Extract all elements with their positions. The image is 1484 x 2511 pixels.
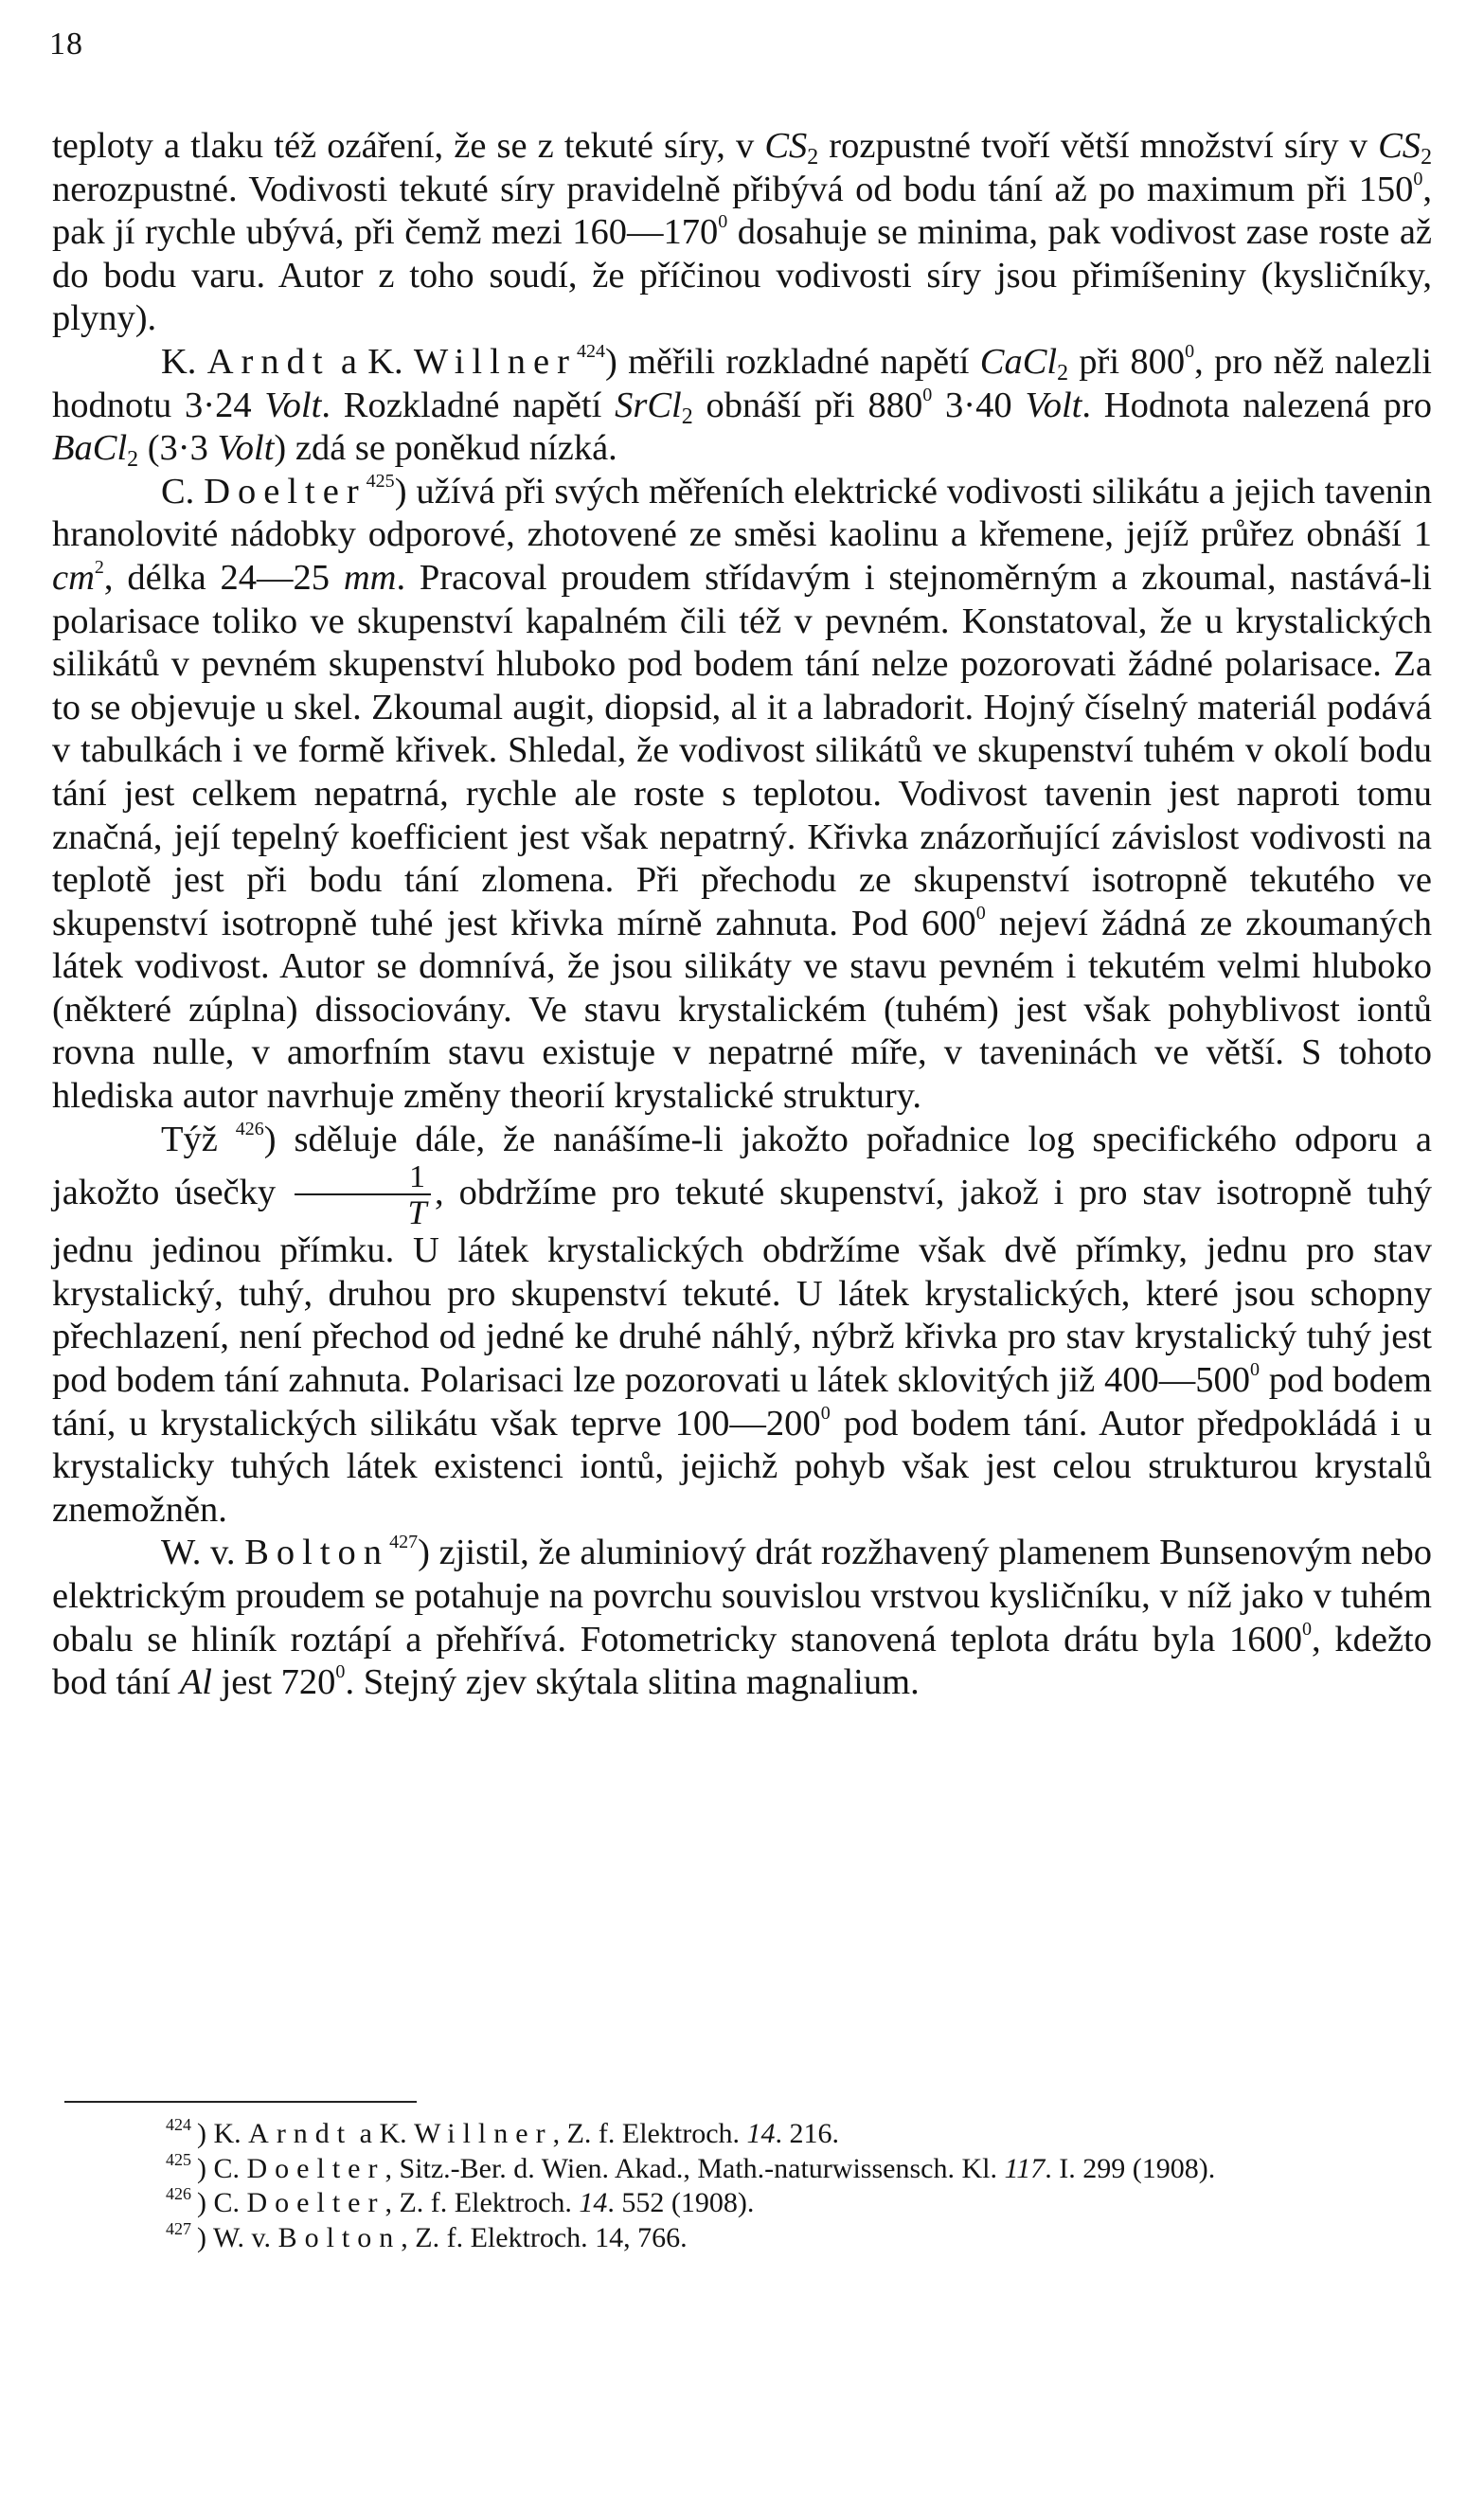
paragraph-sulfur-conductivity: teploty a tlaku též ozáření, že se z tekuté síry, v $CS_2$ rozpustné tvoří větší množství síry v $CS_2$ nerozpustné. Vodivosti tekuté síry pravidelně přibývá od bodu tání až po maximum při $150^0$, pak jí rychle ubývá, při čemž mezi $160—170^0$ dosahuje se minima, pak vodivost zase roste až do bodu varu. Autor z toho soudí, že příčinou vodivosti síry jsou přimíšeniny (kysličníky, plyny). bbox=[52, 126, 1433, 339]
author-name: Willner bbox=[413, 341, 577, 382]
footnote-425: $^{425}$ ) C. Doelter, Sitz.-Ber. d. Wien. Akad., Math.-naturwissensch. Kl. 117. I. 299 (1908). bbox=[166, 2149, 1216, 2184]
footnote-424: $^{424}$ ) K. Arndt a K. Willner, Z. f. Elektroch. 14. 216. bbox=[166, 2115, 840, 2149]
paragraph-doelter-log-resistance: Týž $^{426}$) sděluje dále, že nanášíme-li jakožto pořadnice log specifického odporu a jakožto úsečky $\frac{1}{T}$ , obdržíme pro tekuté skupenství, jakož i pro stav isotropně tuhý jednu jedinou přímku. U látek krystalických obdržíme však dvě přímky, jednu pro stav krystalický, tuhý, druhou pro skupenství tekuté. U látek krystalických, které jsou schopny přechlazení, není přechod od jedné ke druhé náhlý, nýbrž křivka pro stav krystalický tuhý jest pod bodem tání zahnuta. Polarisaci lze pozorovati u látek sklovitých již $400—500^0$ pod bodem tání, u krystalických silikátu však teprve $100—200^0$ pod bodem tání. Autor předpokládá i u krystalicky tuhých látek existenci iontů, jejichž pohyb však jest celou strukturou krystalů znemožněn. bbox=[52, 1118, 1432, 1530]
footnote-ref: 425 bbox=[366, 470, 395, 492]
footnote-ref: 426 bbox=[235, 1118, 264, 1139]
footnote-ref: 424 bbox=[576, 340, 605, 362]
page-number: 18 bbox=[49, 27, 83, 62]
main-text bbox=[52, 125, 1432, 1705]
author-name: Doelter bbox=[204, 471, 367, 511]
footnote-427: $^{427}$ ) W. v. Bolton, Z. f. Elektroch. 14, 766. bbox=[166, 2218, 688, 2253]
footnotes bbox=[52, 2117, 1432, 2255]
footnote-ref: 427 bbox=[389, 1532, 419, 1553]
author-name: Bolton bbox=[244, 1533, 390, 1573]
paragraph-bolton-aluminium: W. v. Bolton$^{427}$) zjistil, že aluminiový drát rozžhavený plamenem Bunsenovým nebo elektrickým proudem se potahuje na povrchu souvislou vrstvou kysličníku, v níž jako v tuhém obalu se hliník roztápí a přehřívá. Fotometricky stanovená teplota drátu byla 1600$^0$, kdežto bod tání Al jest $720^0$. Stejný zjev skýtala slitina magnalium. bbox=[52, 1532, 1433, 1703]
footnote-426: $^{426}$ ) C. Doelter, Z. f. Elektroch. 14. 552 (1908). bbox=[166, 2184, 755, 2218]
footnote-divider bbox=[64, 2101, 417, 2103]
fraction-one-over-t: $\frac{1}{T}$ bbox=[295, 1161, 431, 1229]
paragraph-doelter-silicates: C. Doelter$^{425}$) užívá při svých měřeních elektrické vodivosti silikátu a jejich tavenin hranolovité nádobky odporové, zhotovené ze směsi kaolinu a křemene, jejíž průřez obnáší 1 $cm^2$, délka 24—25 mm. Pracoval proudem střídavým i stejnoměrným a zkoumal, nastává-li polarisace toliko ve skupenství kapalném čili též v pevném. Konstatoval, že u krystalických silikátů v pevném skupenství hluboko pod bodem tání nelze pozorovati žádné polarisace. Za to se objevuje u skel. Zkoumal augit, diopsid, al it a labradorit. Hojný číselný materiál podává v tabulkách i ve formě křivek. Shledal, že vodivost silikátů ve skupenství tuhém v okolí bodu tání jest celkem nepatrná, rychle ale roste s teplotou. Vodivost tavenin jest naproti tomu značná, její tepelný koefficient jest však nepatrný. Křivka znázorňující závislost vodivosti na teplotě jest při bodu tání zlomena. Při přechodu ze skupenství isotropně tekutého ve skupenství isotropně tuhé jest křivka mírně zahnuta. Pod $600^0$ nejeví žádná ze zkoumaných látek vodivost. Autor se domnívá, že jsou silikáty ve stavu pevném i tekutém velmi hluboko (některé zúplna) dissociovány. Ve stavu krystalickém (tuhém) jest však pohyblivost iontů rovna nulle, v amorfním stavu existuje v nepatrné míře, v taveninách ve větší. S tohoto hlediska autor navrhuje změny theorií krystalické struktury. bbox=[52, 470, 1433, 1117]
author-name: Arndt bbox=[206, 341, 331, 382]
paragraph-arndt-willner: K. Arndt a K. Willner$^{424}$) měřili rozkladné napětí CaCl$_2$ při $800^0$, pro něž nalezli hodnotu 3·24 Volt. Rozkladné napětí SrCl$_2$ obnáší při $880^0$ 3·40 Volt. Hodnota nalezená pro BaCl$_2$ (3·3 Volt) zdá se poněkud nízká. bbox=[52, 340, 1432, 473]
